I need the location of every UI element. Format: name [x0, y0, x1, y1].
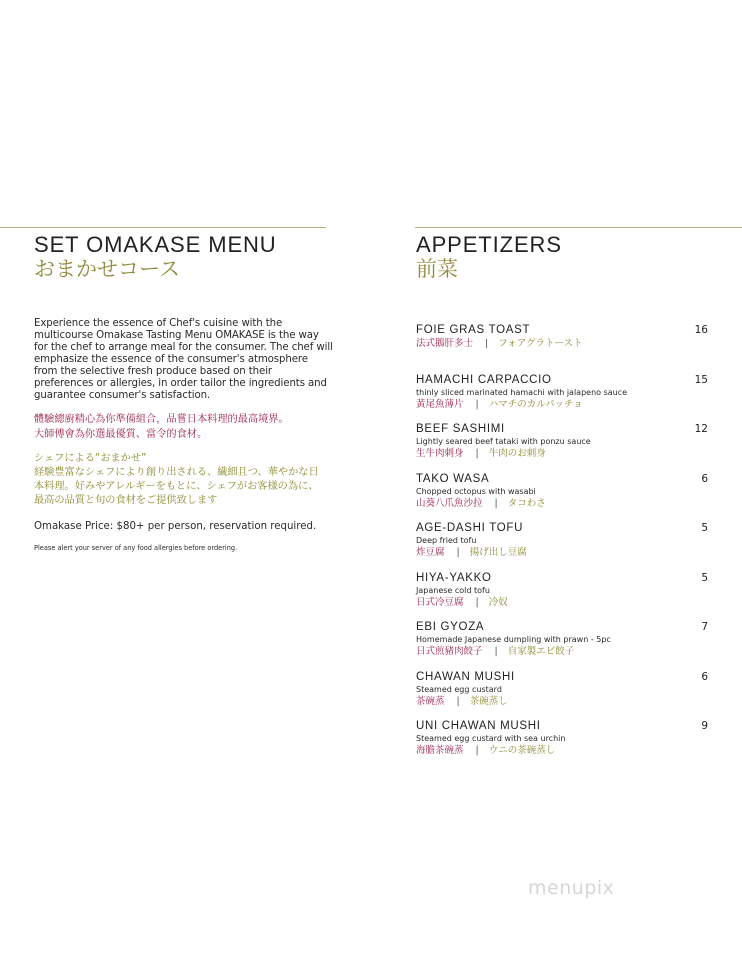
omakase-chinese-text	[34, 412, 334, 442]
appetizers-title: APPETIZERS	[416, 232, 562, 257]
item-translations	[416, 447, 712, 461]
menu-item	[416, 323, 712, 373]
item-price: 16	[694, 324, 708, 336]
item-name: HAMACHI CARPACCIO	[416, 373, 552, 386]
item-price: 6	[701, 670, 708, 683]
item-chinese-name: 法式鵝肝多士	[416, 338, 474, 349]
menu-item	[416, 620, 712, 670]
separator: |	[475, 596, 479, 608]
item-japanese-name: 牛肉のお刺身	[488, 448, 546, 459]
item-price: 5	[701, 522, 708, 534]
item-translations	[416, 497, 712, 511]
item-japanese-name: フォアグラトースト	[498, 338, 583, 349]
item-name: HIYA-YAKKO	[416, 571, 492, 584]
item-chinese-name: 黃尾魚薄片	[416, 398, 464, 410]
item-description: Steamed egg custard with sea urchin	[416, 734, 566, 743]
allergy-note: Please alert your server of any food allergies before ordering.	[34, 544, 238, 552]
item-japanese-name: ハマチのカルパッチョ	[488, 398, 583, 410]
item-chinese-name: 山葵八爪魚沙拉	[416, 497, 483, 509]
menu-item	[416, 472, 712, 522]
item-chinese-name: 日式冷豆腐	[416, 596, 464, 608]
item-name: CHAWAN MUSHI	[416, 670, 515, 683]
item-translations	[416, 398, 712, 412]
chinese-line: 大師傅會為你選最優質、當令的食材。	[34, 429, 208, 440]
item-price: 9	[701, 720, 708, 732]
item-description: Homemade Japanese dumpling with prawn - 5pc	[416, 635, 611, 644]
omakase-description: Experience the essence of Chef's cuisine with the multicourse Omakase Tasting Menu OMAKASE is the way for the chef to arrange meal for the consumer. The chef will emphasize the essence of the consumer's atmosphere from the selective fresh produce based on their preferences or allergies, in order tailor the ingredients and guarantee consumer's satisfaction.	[34, 318, 333, 401]
item-name: UNI CHAWAN MUSHI	[416, 720, 541, 732]
japanese-line: シェフによる“おまかせ”	[34, 453, 147, 464]
menu-item	[416, 719, 712, 769]
menu-item	[416, 373, 712, 423]
menu-item	[416, 521, 712, 571]
item-name: AGE-DASHI TOFU	[416, 522, 524, 534]
item-translations	[416, 645, 712, 659]
right-divider-line	[415, 227, 742, 228]
item-description: Chopped octopus with wasabi	[416, 486, 536, 496]
appetizers-section	[416, 232, 712, 769]
item-description: Deep fried tofu	[416, 536, 477, 545]
item-chinese-name: 炸豆腐	[416, 547, 445, 558]
item-price: 7	[701, 621, 708, 633]
japanese-line: 経験豊富なシェフにより創り出される、繊細且つ、華やかな日	[34, 467, 319, 478]
separator: |	[494, 497, 498, 509]
omakase-title-japanese: おまかせコース	[34, 257, 180, 281]
chinese-line: 體驗總廚精心為你準備組合，品嘗日本料理的最高境界。	[34, 414, 289, 425]
omakase-section	[34, 232, 334, 552]
appetizers-title-japanese: 前菜	[416, 257, 458, 281]
item-japanese-name: 自家製エビ餃子	[507, 646, 575, 657]
item-translations	[416, 596, 712, 610]
item-japanese-name: タコわさ	[507, 497, 546, 509]
item-translations	[416, 695, 712, 709]
item-translations	[416, 546, 712, 560]
appetizer-list	[416, 323, 712, 769]
item-japanese-name: 茶碗蒸し	[469, 695, 508, 707]
item-japanese-name: 揚げ出し豆腐	[469, 547, 527, 558]
item-chinese-name: 茶碗蒸	[416, 695, 445, 707]
item-translations	[416, 744, 712, 758]
item-description: Lightly seared beef tataki with ponzu sauce	[416, 437, 591, 446]
separator: |	[475, 398, 479, 410]
item-chinese-name: 日式煎豬肉餃子	[416, 646, 483, 657]
omakase-japanese-text	[34, 452, 334, 508]
item-description: Japanese cold tofu	[416, 585, 490, 595]
item-description: Steamed egg custard	[416, 684, 502, 694]
japanese-line: 本料理。好みやアレルギーをもとに、シェフがお客様の為に、	[34, 481, 319, 492]
separator: |	[456, 695, 460, 707]
item-price: 12	[694, 423, 708, 435]
menu-item	[416, 571, 712, 621]
item-japanese-name: 冷奴	[488, 596, 508, 608]
item-price: 6	[701, 472, 708, 485]
item-name: BEEF SASHIMI	[416, 423, 505, 435]
menu-item	[416, 422, 712, 472]
item-price: 5	[701, 571, 708, 584]
item-chinese-name: 生牛肉刺身	[416, 448, 464, 459]
separator: |	[485, 338, 489, 349]
separator: |	[456, 547, 460, 558]
menupix-watermark: menupix	[528, 877, 615, 899]
left-divider-line	[0, 227, 326, 228]
separator: |	[475, 448, 479, 459]
japanese-line: 最高の品質と旬の食材をご提供致します	[34, 495, 218, 506]
item-japanese-name: ウニの茶碗蒸し	[488, 745, 556, 756]
item-translations	[416, 337, 712, 351]
separator: |	[494, 646, 498, 657]
item-name: EBI GYOZA	[416, 621, 485, 633]
separator: |	[475, 745, 479, 756]
omakase-title: SET OMAKASE MENU	[34, 232, 277, 257]
menu-item	[416, 670, 712, 720]
item-name: FOIE GRAS TOAST	[416, 324, 531, 336]
omakase-price: Omakase Price: $80+ per person, reservation required.	[34, 521, 317, 532]
item-name: TAKO WASA	[416, 472, 490, 485]
item-price: 15	[694, 373, 708, 386]
item-chinese-name: 海膽茶碗蒸	[416, 745, 464, 756]
item-description: thinly sliced marinated hamachi with jalapeno sauce	[416, 387, 628, 397]
